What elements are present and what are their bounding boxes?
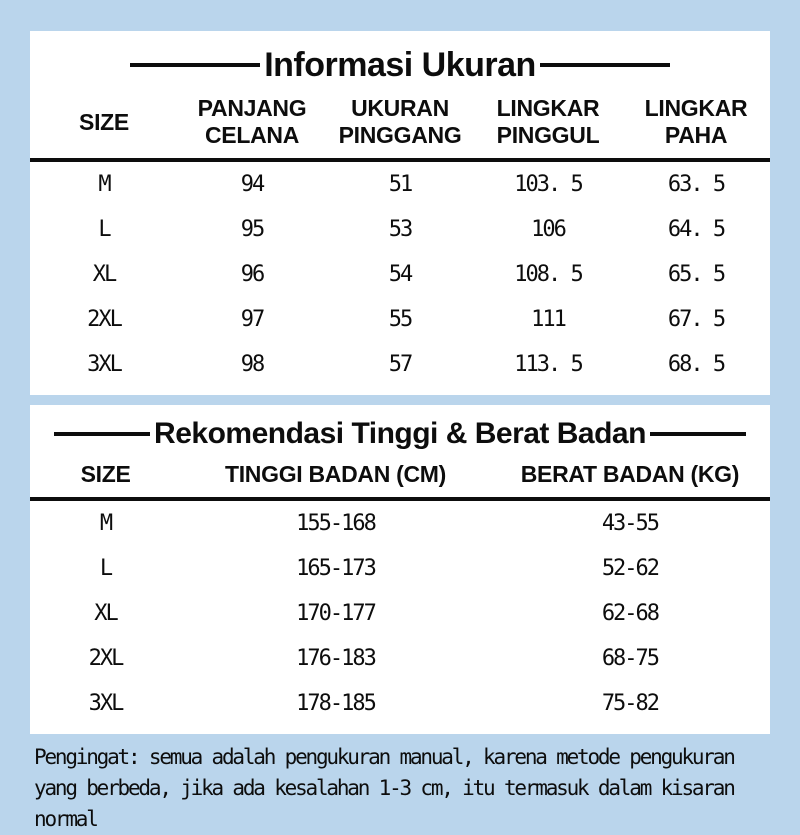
column-header: PANJANG CELANA	[197, 95, 307, 148]
table-cell: 43-55	[601, 511, 659, 536]
table-cell: 52-62	[601, 556, 659, 581]
size-info-card	[30, 31, 770, 395]
table-cell: 53	[388, 217, 412, 242]
table-cell: XL	[92, 262, 116, 287]
recommendation-table-header-row	[30, 459, 770, 499]
table-cell: 176-183	[296, 646, 375, 671]
table-cell: 165-173	[296, 556, 375, 581]
table-cell: 111	[531, 307, 565, 332]
table-row	[30, 636, 770, 681]
table-cell: 113. 5	[514, 352, 582, 377]
table-cell: 55	[388, 307, 412, 332]
size-table-header-row	[30, 93, 770, 160]
table-cell: 51	[388, 172, 412, 197]
table-cell: 65. 5	[667, 262, 725, 287]
column-header: SIZE	[80, 461, 131, 487]
table-cell: 97	[240, 307, 264, 332]
table-cell: 68. 5	[667, 352, 725, 377]
table-cell: 75-82	[601, 691, 659, 716]
title-dash-right	[650, 432, 746, 436]
table-cell: 95	[240, 217, 264, 242]
table-cell: 98	[240, 352, 264, 377]
table-cell: 96	[240, 262, 264, 287]
table-cell: 67. 5	[667, 307, 725, 332]
title-dash-left	[54, 432, 150, 436]
table-row	[30, 297, 770, 342]
recommendation-table	[30, 459, 770, 726]
table-row	[30, 681, 770, 726]
column-header: LINGKAR PAHA	[644, 95, 748, 148]
size-info-title-text: Informasi Ukuran	[264, 46, 536, 84]
table-cell: 3XL	[88, 691, 123, 716]
table-cell: 2XL	[88, 646, 123, 671]
table-cell: M	[99, 511, 112, 536]
table-row	[30, 499, 770, 546]
table-row	[30, 207, 770, 252]
footnote-line: yang berbeda, jika ada kesalahan 1-3 cm, itu termasuk dalam kisaran	[34, 776, 734, 800]
table-cell: 2XL	[87, 307, 121, 332]
recommendation-title	[30, 415, 770, 453]
column-header: UKURAN PINGGANG	[338, 95, 462, 148]
table-cell: 64. 5	[667, 217, 725, 242]
footnote-line: normal	[34, 807, 97, 831]
table-cell: XL	[94, 601, 117, 626]
table-row	[30, 160, 770, 207]
footnote-line: Pengingat: semua adalah pengukuran manual, karena metode pengukuran	[34, 745, 734, 769]
table-cell: 68-75	[601, 646, 659, 671]
table-cell: 3XL	[87, 352, 121, 377]
column-header: TINGGI BADAN (CM)	[224, 461, 446, 487]
column-header: LINGKAR PINGGUL	[496, 95, 600, 148]
table-cell: 178-185	[296, 691, 375, 716]
size-table	[30, 93, 770, 387]
table-row	[30, 591, 770, 636]
table-row	[30, 252, 770, 297]
table-cell: 155-168	[296, 511, 375, 536]
table-cell: 108. 5	[514, 262, 582, 287]
page	[0, 31, 800, 831]
column-header: BERAT BADAN (KG)	[520, 461, 740, 487]
table-cell: 106	[531, 217, 565, 242]
table-cell: 57	[388, 352, 412, 377]
table-row	[30, 546, 770, 591]
table-cell: 103. 5	[514, 172, 582, 197]
column-header: SIZE	[79, 108, 129, 135]
footnote	[34, 742, 766, 835]
title-dash-right	[540, 63, 670, 67]
table-cell: 170-177	[296, 601, 375, 626]
title-dash-left	[130, 63, 260, 67]
table-cell: 62-68	[601, 601, 659, 626]
table-cell: M	[98, 172, 110, 197]
table-cell: 63. 5	[667, 172, 725, 197]
size-info-title	[30, 45, 770, 85]
recommendation-card	[30, 405, 770, 734]
table-row	[30, 342, 770, 387]
table-cell: 54	[388, 262, 412, 287]
table-cell: 94	[240, 172, 264, 197]
table-cell: L	[99, 556, 112, 581]
recommendation-title-text: Rekomendasi Tinggi & Berat Badan	[154, 417, 646, 450]
table-cell: L	[98, 217, 110, 242]
